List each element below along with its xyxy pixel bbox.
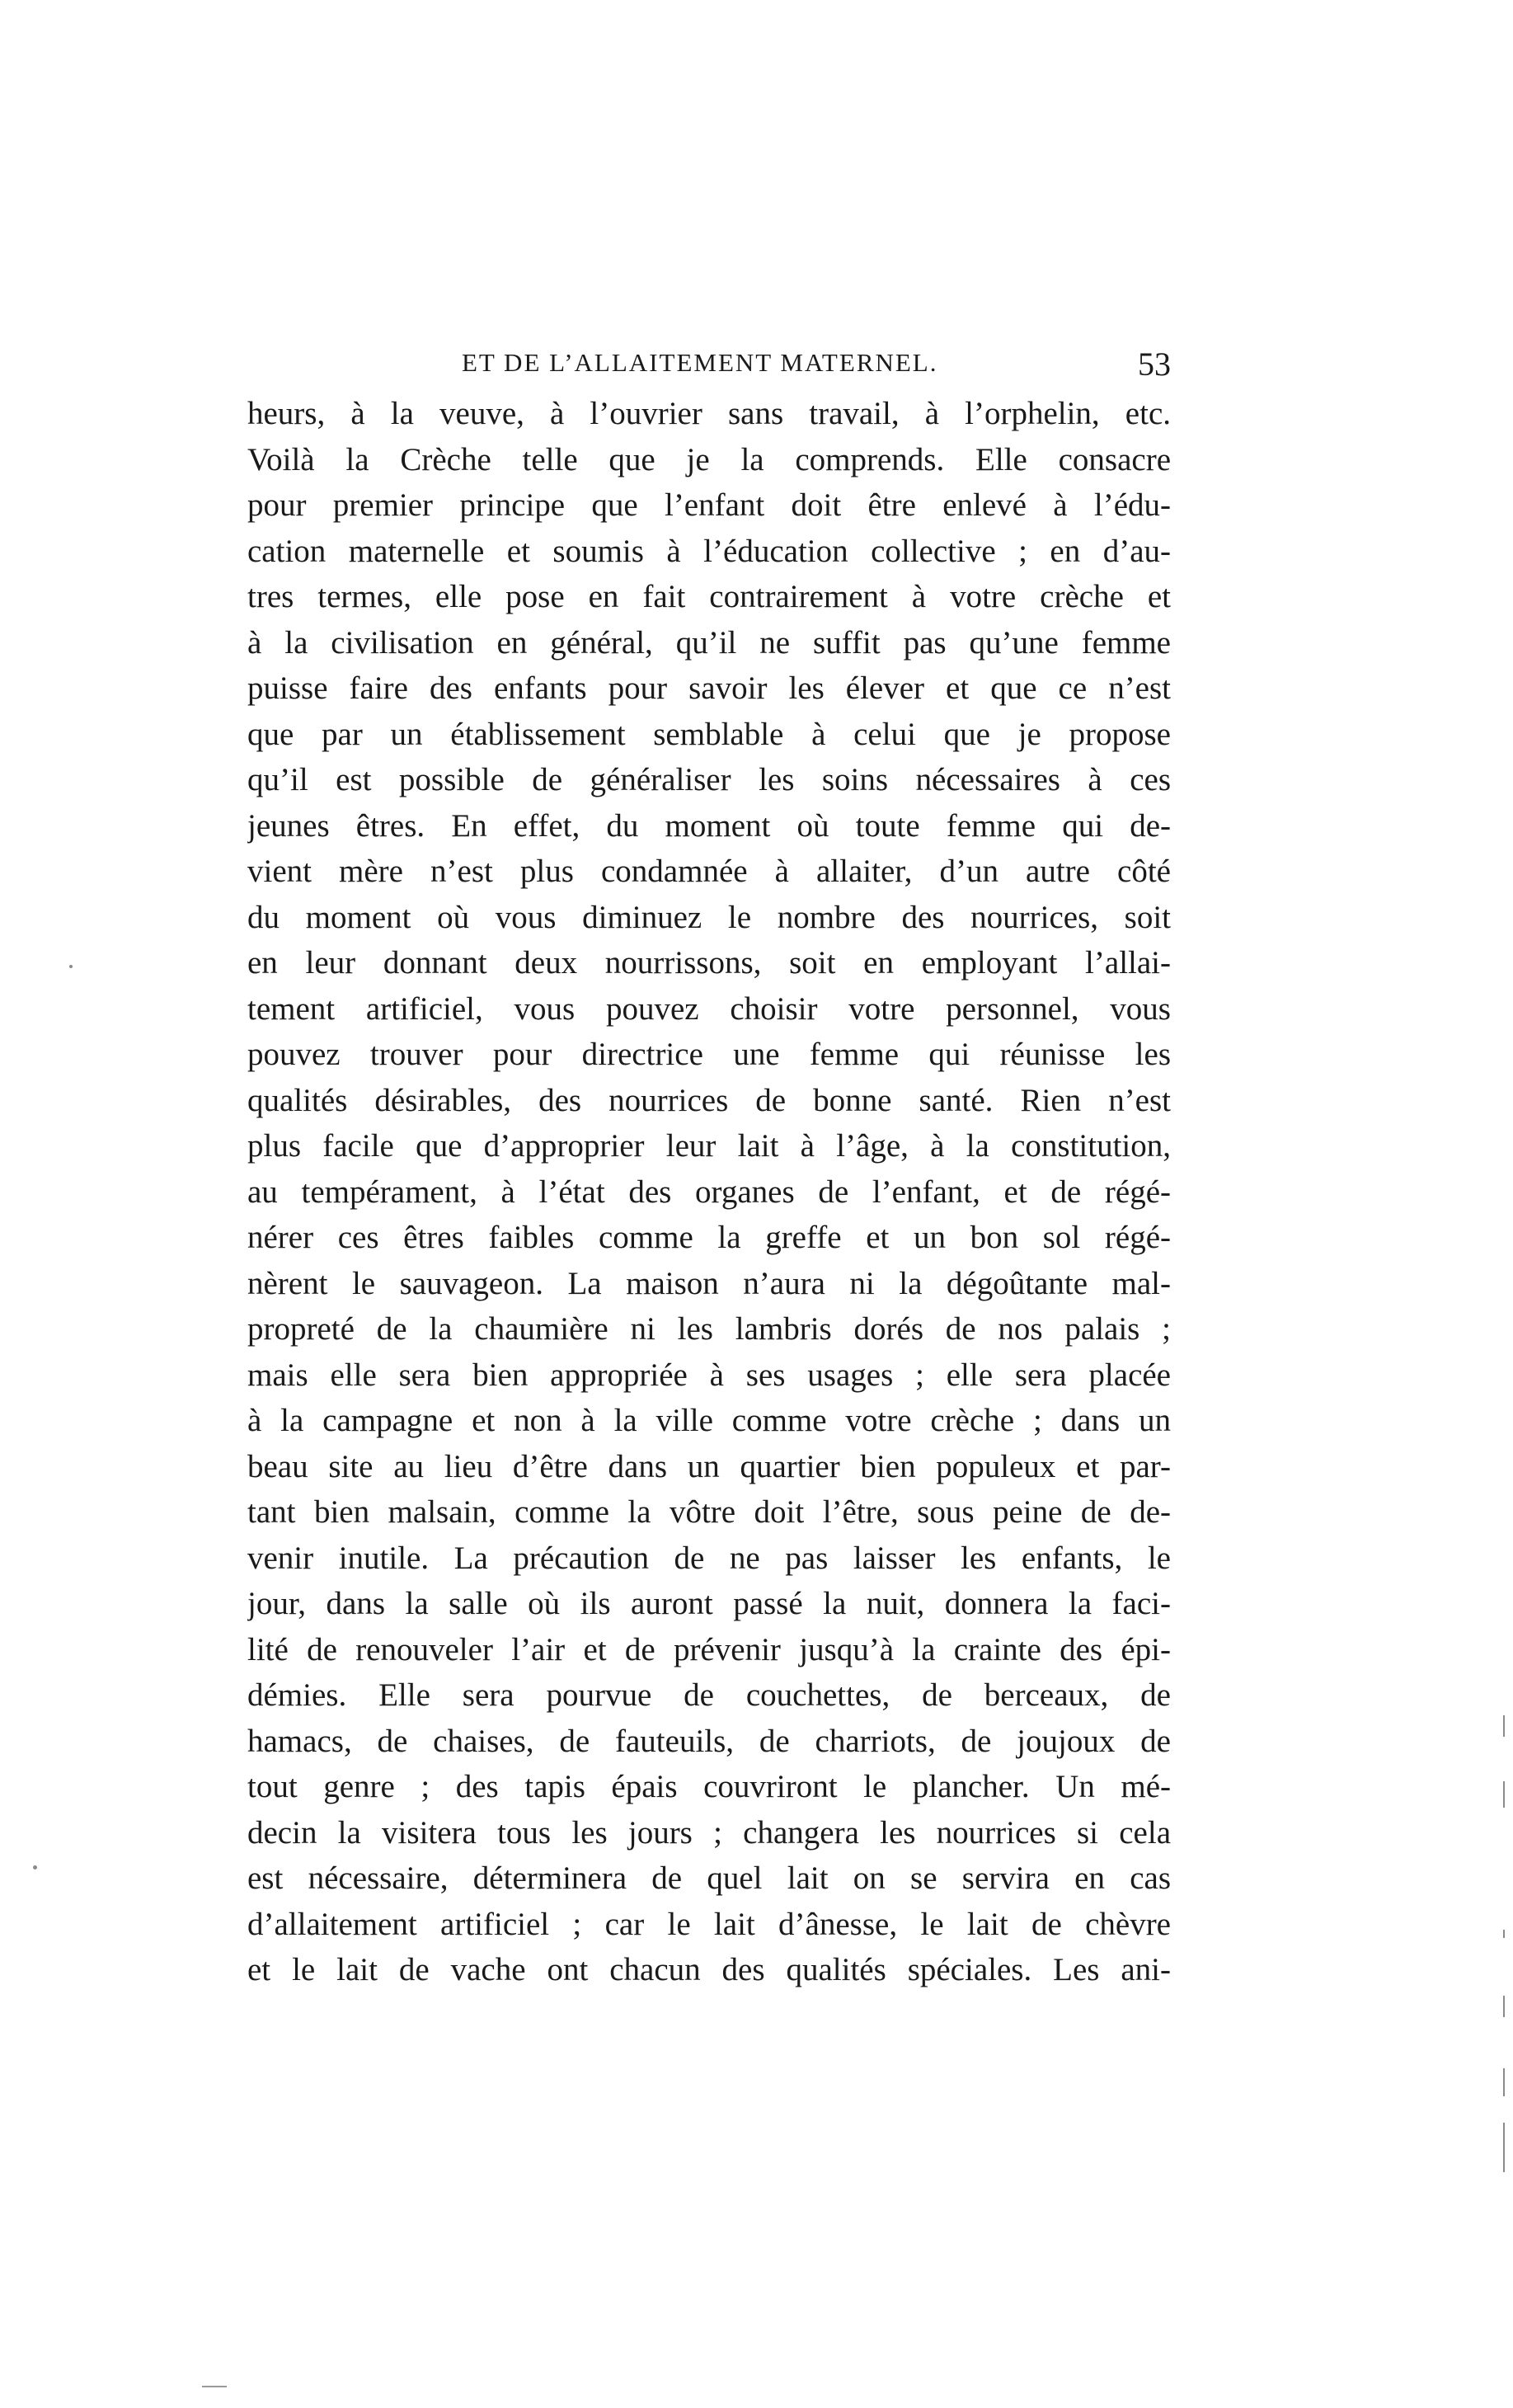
text-line: pour premier principe que l’enfant doit être enlevé à l’édu- <box>247 487 1171 523</box>
text-line: hamacs, de chaises, de fauteuils, de charriots, de joujoux de <box>247 1723 1171 1759</box>
text-line: démies. Elle sera pourvue de couchettes, de berceaux, de <box>247 1677 1171 1713</box>
text-line: cation maternelle et soumis à l’éducation collective ; en d’au- <box>247 533 1171 569</box>
page-header <box>247 345 1171 386</box>
text-line: puisse faire des enfants pour savoir les élever et que ce n’est <box>247 670 1171 706</box>
page-number: 53 <box>1138 346 1171 383</box>
text-line: au tempérament, à l’état des organes de l’enfant, et de régé- <box>247 1173 1171 1210</box>
text-line: mais elle sera bien appropriée à ses usages ; elle sera placée <box>247 1357 1171 1393</box>
text-line: tement artificiel, vous pouvez choisir votre personnel, vous <box>247 990 1171 1027</box>
scan-speck <box>69 965 73 968</box>
text-line: heurs, à la veuve, à l’ouvrier sans travail, à l’orphelin, etc. <box>247 396 1171 431</box>
text-line: nèrent le sauvageon. La maison n’aura ni la dégoûtante mal- <box>247 1265 1171 1301</box>
text-line: vient mère n’est plus condamnée à allaiter, d’un autre côté <box>247 854 1171 889</box>
scan-tick <box>1503 1996 1505 2017</box>
scan-tick <box>1503 1715 1505 1737</box>
text-line: que par un établissement semblable à celui que je propose <box>247 716 1171 752</box>
text-line: en leur donnant deux nourrissons, soit en employant l’allai- <box>247 945 1171 981</box>
text-line: propreté de la chaumière ni les lambris dorés de nos palais ; <box>247 1311 1171 1347</box>
scan-tick <box>1503 1781 1505 1808</box>
text-line: venir inutile. La précaution de ne pas laisser les enfants, le <box>247 1540 1171 1576</box>
running-title: ET DE L’ALLAITEMENT MATERNEL. <box>462 348 938 377</box>
text-line: Voilà la Crèche telle que je la comprends. Elle consacre <box>247 441 1171 477</box>
text-line: jeunes êtres. En effet, du moment où toute femme qui de- <box>247 807 1171 844</box>
text-line: jour, dans la salle où ils auront passé la nuit, donnera la faci- <box>247 1586 1171 1621</box>
text-line: lité de renouveler l’air et de prévenir jusqu’à la crainte des épi- <box>247 1631 1171 1667</box>
text-line: pouvez trouver pour directrice une femme qui réunisse les <box>247 1037 1171 1072</box>
text-line: tout genre ; des tapis épais couvriront le plancher. Un mé- <box>247 1769 1171 1804</box>
text-line: tant bien malsain, comme la vôtre doit l’être, sous peine de de- <box>247 1494 1171 1530</box>
text-line: du moment où vous diminuez le nombre des nourrices, soit <box>247 899 1171 935</box>
text-line: nérer ces êtres faibles comme la greffe et un bon sol régé- <box>247 1220 1171 1255</box>
text-line: d’allaitement artificiel ; car le lait d’ânesse, le lait de chèvre <box>247 1906 1171 1942</box>
text-line: est nécessaire, déterminera de quel lait on se servira en cas <box>247 1860 1171 1896</box>
scan-tick <box>1503 2123 1505 2172</box>
scan-speck <box>33 1865 37 1869</box>
text-line: et le lait de vache ont chacun des qualités spéciales. Les ani- <box>247 1952 1171 1987</box>
text-line: qualités désirables, des nourrices de bonne santé. Rien n’est <box>247 1082 1171 1118</box>
body-text <box>247 391 1171 1993</box>
scan-rule <box>202 2386 227 2387</box>
text-line: decin la visitera tous les jours ; changera les nourrices si cela <box>247 1814 1171 1851</box>
text-line: qu’il est possible de généraliser les soins nécessaires à ces <box>247 762 1171 797</box>
scan-tick <box>1503 2068 1505 2096</box>
text-line: à la campagne et non à la ville comme votre crèche ; dans un <box>247 1403 1171 1438</box>
text-line: à la civilisation en général, qu’il ne suffit pas qu’une femme <box>247 624 1171 661</box>
text-line: beau site au lieu d’être dans un quartier bien populeux et par- <box>247 1448 1171 1484</box>
text-line: plus facile que d’approprier leur lait à l’âge, à la constitution, <box>247 1128 1171 1164</box>
scan-tick <box>1503 1930 1505 1938</box>
text-line: tres termes, elle pose en fait contrairement à votre crèche et <box>247 579 1171 614</box>
